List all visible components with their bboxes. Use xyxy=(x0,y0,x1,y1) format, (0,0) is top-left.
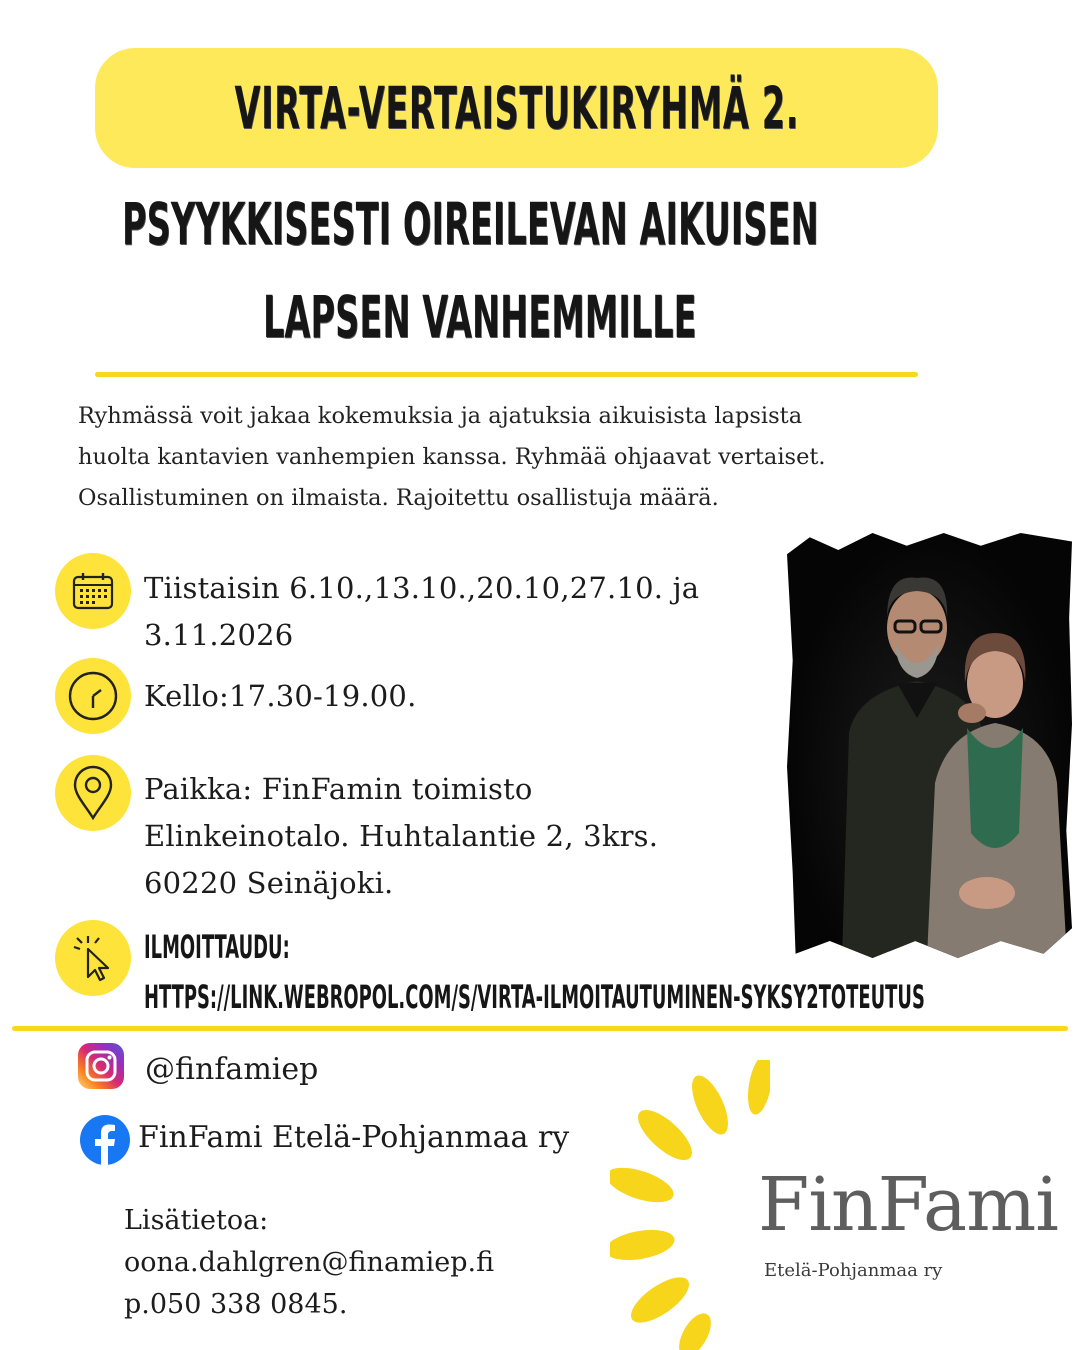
intro-line: Ryhmässä voit jakaa kokemuksia ja ajatuksia aikuisista lapsista xyxy=(78,403,803,429)
place-line: 60220 Seinäjoki. xyxy=(144,866,394,900)
sun-petals-icon xyxy=(610,1060,770,1350)
subtitle-line-1: PSYYKKISESTI OIREILEVAN AIKUISEN xyxy=(122,190,819,258)
contact-info xyxy=(124,1200,494,1326)
facebook-icon[interactable] xyxy=(80,1115,130,1165)
pointer-click-icon xyxy=(55,920,131,996)
location-pin-icon xyxy=(55,755,131,831)
calendar-icon xyxy=(55,553,131,629)
contact-label: Lisätietoa: xyxy=(124,1205,269,1236)
people-photo xyxy=(787,533,1072,958)
page-title: VIRTA-VERTAISTUKIRYHMÄ 2. xyxy=(234,74,799,142)
place-line: Paikka: FinFamin toimisto xyxy=(144,772,533,806)
title-banner xyxy=(95,48,938,168)
clock-icon xyxy=(55,658,131,734)
date-line: 3.11.2026 xyxy=(144,618,294,652)
contact-email[interactable]: oona.dahlgren@finamiep.fi xyxy=(124,1247,495,1278)
logo-subtitle: Etelä-Pohjanmaa ry xyxy=(764,1260,943,1281)
instagram-handle[interactable]: @finfamiep xyxy=(145,1052,319,1087)
facebook-page-name[interactable]: FinFami Etelä-Pohjanmaa ry xyxy=(138,1120,570,1155)
logo-name: FinFami xyxy=(758,1162,1058,1248)
date-line: Tiistaisin 6.10.,13.10.,20.10,27.10. ja xyxy=(144,571,700,605)
place-line: Elinkeinotalo. Huhtalantie 2, 3krs. xyxy=(144,819,659,853)
divider-top xyxy=(95,372,918,377)
divider-bottom xyxy=(12,1026,1068,1031)
intro-line: huolta kantavien vanhempien kanssa. Ryhmää ohjaavat vertaiset. xyxy=(78,444,826,470)
contact-phone: p.050 338 0845. xyxy=(124,1289,348,1320)
intro-text xyxy=(78,396,1038,519)
intro-line: Osallistuminen on ilmaista. Rajoitettu osallistuja määrä. xyxy=(78,485,719,511)
date-text xyxy=(144,565,699,659)
place-text xyxy=(144,766,658,907)
photo-illustration xyxy=(787,533,1072,958)
time-text: Kello:17.30-19.00. xyxy=(144,679,417,713)
signup-label: ILMOITTAUDU: xyxy=(144,928,290,966)
signup-link[interactable]: HTTPS://LINK.WEBROPOL.COM/S/VIRTA-ILMOITAUTUMINEN-SYKSY2TOTEUTUS xyxy=(144,978,925,1016)
instagram-icon[interactable] xyxy=(78,1043,124,1089)
finfami-logo xyxy=(610,1060,1080,1350)
subtitle-line-2: LAPSEN VANHEMMILLE xyxy=(263,283,697,351)
